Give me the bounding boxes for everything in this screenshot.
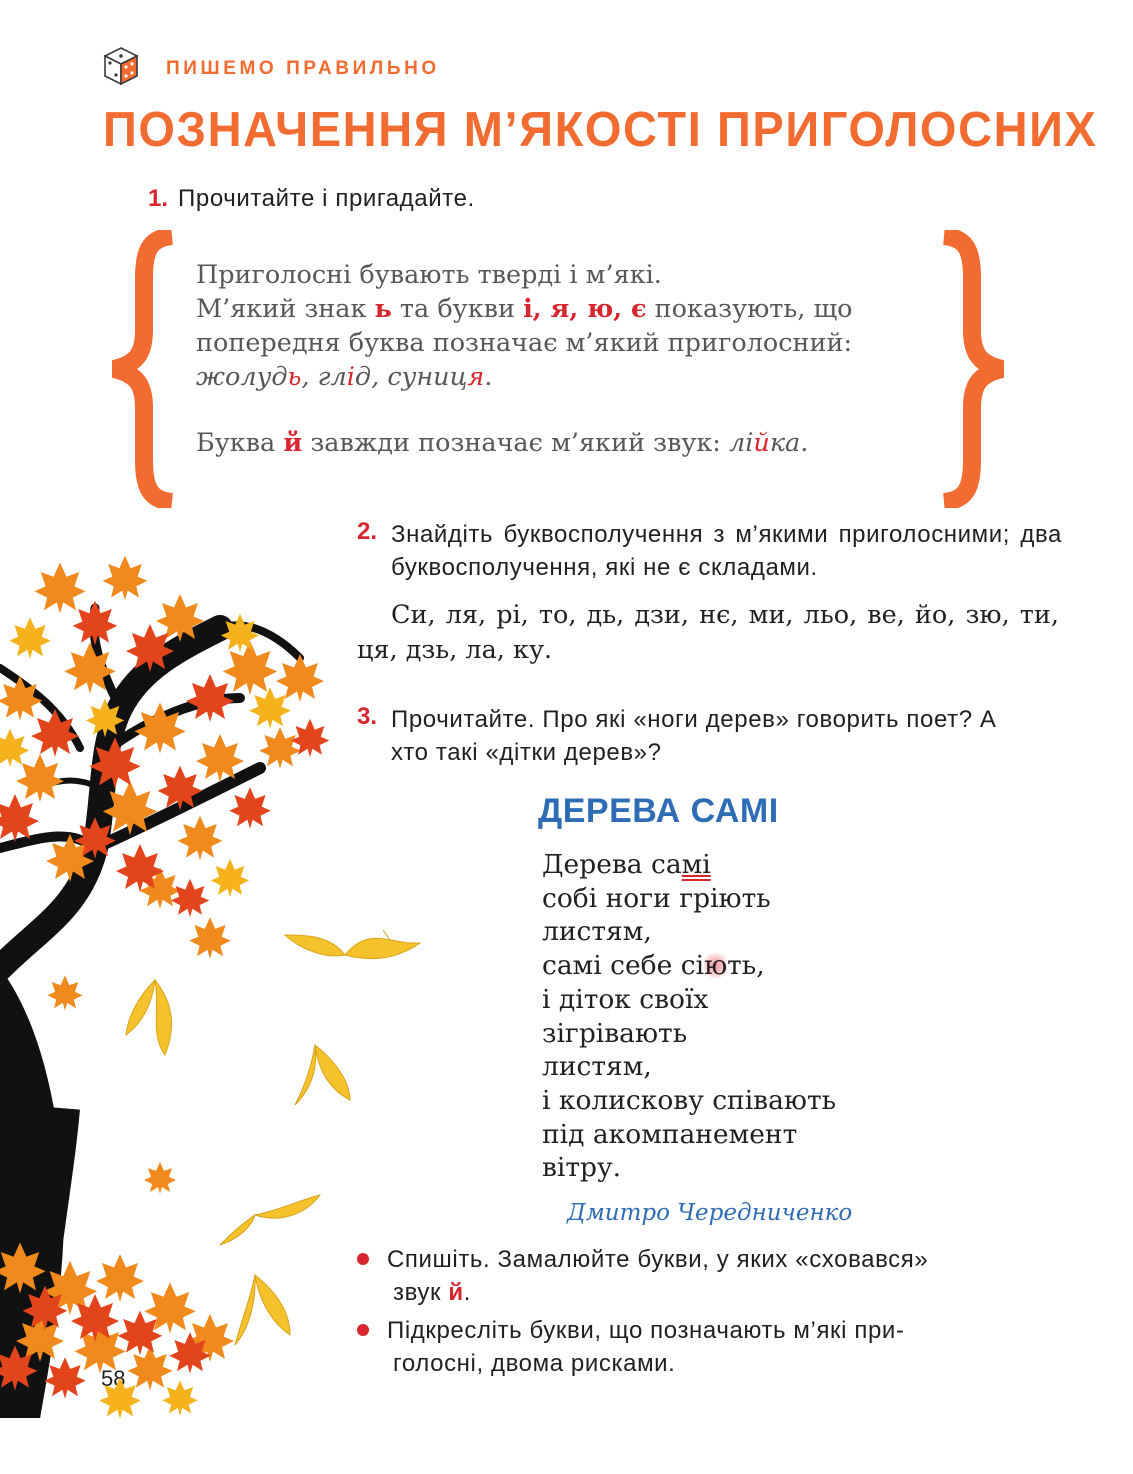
poem <box>542 848 836 1185</box>
poem-line: листям, <box>542 1051 652 1083</box>
bullet-text: Спишіть. Замалюйте букви, у яких «сховався» <box>387 1246 929 1273</box>
bullet-item: Спишіть. Замалюйте букви, у яких «сховався» звук й. <box>357 1243 1037 1309</box>
page-title: ПОЗНАЧЕННЯ М’ЯКОСТІ ПРИГОЛОСНИХ <box>103 101 1098 157</box>
poem-line: вітру. <box>542 1152 622 1184</box>
rule-examples: жолудь, глід, суниця. <box>196 362 493 392</box>
task-text: Прочитайте. Про які «ноги дерев» говорить поет? А хто такі «дітки дерев»? <box>391 706 997 766</box>
poem-line: собі ноги гріють <box>542 882 771 914</box>
task-number: 2. <box>357 518 378 545</box>
bullet-item: Підкресліть букви, що позначають м’які при- голосні, двома рисками. <box>357 1314 1037 1380</box>
poem-line: самі себе сіють, <box>542 950 765 982</box>
page-number: 58 <box>101 1366 126 1391</box>
rule-line: Приголосні бувають тверді і м’які. <box>196 260 662 290</box>
task-text: Прочитайте і пригадайте. <box>178 185 475 212</box>
rule-line: Буква й завжди позначає м’який звук: лійка. <box>196 428 809 458</box>
task-3 <box>357 703 997 769</box>
poem-line: під акомпанемент <box>542 1118 798 1150</box>
section-label: ПИШЕМО ПРАВИЛЬНО <box>166 58 440 79</box>
left-curly-brace-icon <box>100 230 180 508</box>
poem-line: листям, <box>542 916 652 948</box>
task-number: 1. <box>148 185 169 212</box>
poem-line: зігрівають <box>542 1017 688 1049</box>
poem-line: і колискову співають <box>542 1084 837 1116</box>
poem-line: Дерева самі <box>542 849 711 880</box>
task-1 <box>148 182 475 215</box>
task-number: 3. <box>357 703 378 730</box>
rule-line: М’який знак ь та букви і, я, ю, є показують, що <box>196 294 853 324</box>
syllable-list: Си, ля, рі, то, дь, дзи, нє, ми, льо, ве, йо, зю, ти, ця, дзь, ла, ку. <box>357 600 1059 665</box>
poem-line: і діток своїх <box>542 983 709 1015</box>
dice-cube-icon <box>103 46 139 86</box>
bullet-text: Підкресліть букви, що позначають м’які при- <box>387 1317 905 1344</box>
task-2 <box>357 518 1062 584</box>
poem-author: Дмитро Чередниченко <box>567 1200 853 1226</box>
maple-seeds-illustration <box>120 915 440 1395</box>
poem-title: ДЕРЕВА САМІ <box>538 792 779 830</box>
rule-box <box>196 258 936 460</box>
rule-line: попередня буква позначає м’який приголосний: <box>196 328 853 358</box>
task-text: Знайдіть буквосполучення з м’якими приголосними; два буквосполучення, які не є складами. <box>391 521 1062 581</box>
right-curly-brace-icon <box>936 230 1016 508</box>
